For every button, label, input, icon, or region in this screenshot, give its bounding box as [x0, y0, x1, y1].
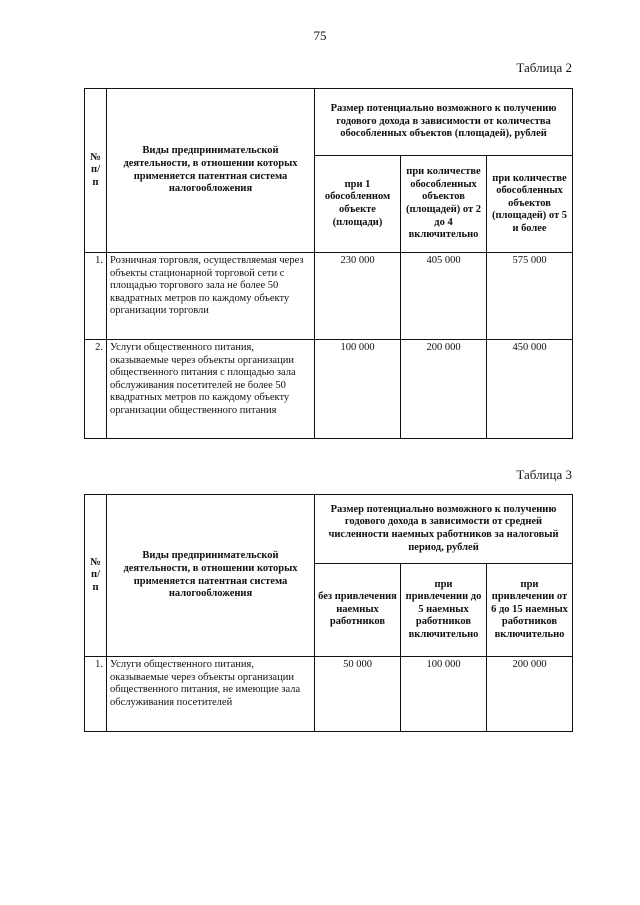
- table-3-subheader-1: без привлечения наемных работников: [315, 564, 401, 657]
- table-3-subheader-2: при привлечении до 5 наемных работников включительно: [401, 564, 487, 657]
- value-cell: 450 000: [487, 340, 573, 439]
- table-3-activity-header: Виды предпринимательской деятельности, в отношении которых применяется патентная система налогообложения: [107, 495, 315, 657]
- row-number: 2.: [85, 340, 107, 439]
- table-3-header-row: [85, 495, 573, 564]
- table-3-subheader-3: при привлечении от 6 до 15 наемных работников включительно: [487, 564, 573, 657]
- value-cell: 230 000: [315, 253, 401, 340]
- value-cell: 405 000: [401, 253, 487, 340]
- table-2-activity-header: Виды предпринимательской деятельности, в отношении которых применяется патентная система налогообложения: [107, 89, 315, 253]
- table-3-number-header: № п/п: [85, 495, 107, 657]
- table-row: [85, 657, 573, 732]
- table-row: [85, 340, 573, 439]
- table-2-subheader-1: при 1 обособленном объекте (площади): [315, 156, 401, 253]
- value-cell: 50 000: [315, 657, 401, 732]
- activity-cell: Розничная торговля, осуществляемая через объекты стационарной торговой сети с площадью торгового зала не более 50 квадратных метров по каждому объекту организации торговли: [107, 253, 315, 340]
- value-cell: 200 000: [401, 340, 487, 439]
- table-2-subheader-2: при количестве обособленных объектов (площадей) от 2 до 4 включительно: [401, 156, 487, 253]
- table-2-header-row: [85, 89, 573, 156]
- value-cell: 200 000: [487, 657, 573, 732]
- activity-cell: Услуги общественного питания, оказываемые через объекты организации общественного питания с площадью зала обслуживания посетителей не более 50 квадратных метров по каждому объекту организации общественного питания: [107, 340, 315, 439]
- row-number: 1.: [85, 657, 107, 732]
- value-cell: 575 000: [487, 253, 573, 340]
- page-number: 75: [313, 28, 327, 43]
- table-3-caption: Таблица 3: [516, 467, 572, 482]
- row-number: 1.: [85, 253, 107, 340]
- value-cell: 100 000: [315, 340, 401, 439]
- table-3-income-group-header: Размер потенциально возможного к получению годового дохода в зависимости от средней численности наемных работников за налоговый период, рублей: [315, 495, 573, 564]
- table-2-income-group-header: Размер потенциально возможного к получению годового дохода в зависимости от количества обособленных объектов (площадей), рублей: [315, 89, 573, 156]
- value-cell: 100 000: [401, 657, 487, 732]
- table-row: [85, 253, 573, 340]
- table-2-subheader-3: при количестве обособленных объектов (площадей) от 5 и более: [487, 156, 573, 253]
- table-2-caption: Таблица 2: [516, 60, 572, 75]
- table-2: [84, 88, 573, 439]
- activity-cell: Услуги общественного питания, оказываемые через объекты организации общественного питания, не имеющие зала обслуживания посетителей: [107, 657, 315, 732]
- table-3: [84, 494, 573, 732]
- table-2-number-header: № п/п: [85, 89, 107, 253]
